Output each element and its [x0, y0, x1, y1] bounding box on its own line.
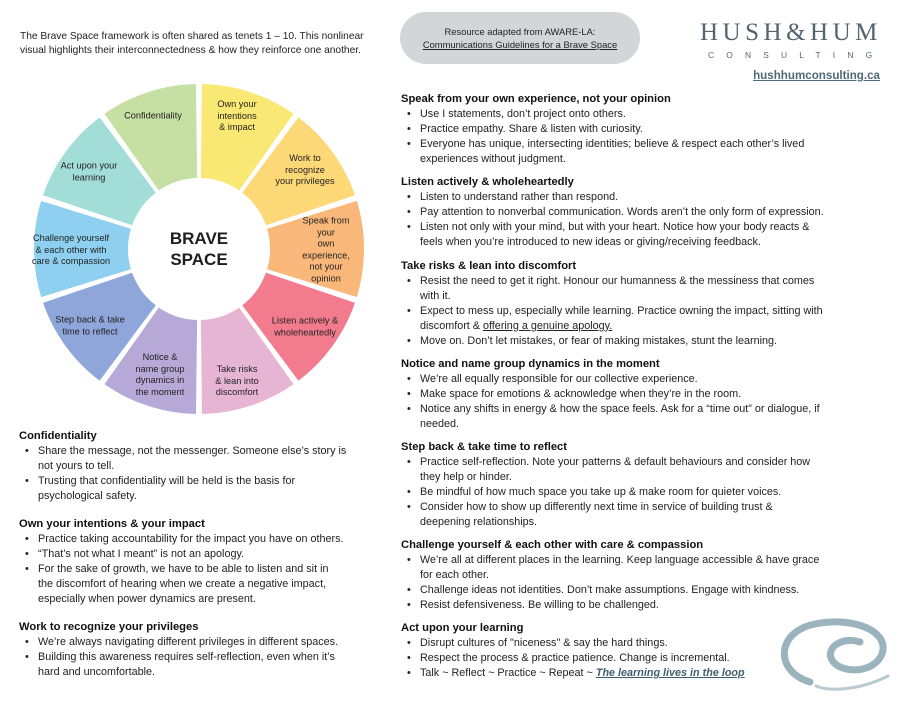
- intro-text: [20, 30, 380, 58]
- resource-pill: [400, 12, 640, 64]
- brand-logo: HUSH&HUM: [700, 19, 882, 46]
- brave-space-wheel: [0, 68, 390, 428]
- brand-subtitle: CONSULTING: [708, 50, 885, 60]
- list-item: • Everyone has unique, intersecting identities; believe & respect each other’s lived experiences without judgment.: [401, 137, 896, 167]
- section-title: Confidentiality: [19, 430, 97, 442]
- wheel-label-speak-from-experience: Speak from your own experience, not your opinion: [302, 215, 350, 283]
- list-item: • Talk ~ Reflect ~ Practice ~ Repeat ~ The learning lives in the loop: [401, 666, 896, 681]
- list-item: • Listen to understand rather than respond.: [401, 190, 896, 205]
- intro-line-2: visual highlights their interconnectedness & how they reinforce one another.: [20, 45, 361, 56]
- wheel-label-step-back: Step back & take time to reflect: [55, 314, 125, 336]
- section-recognize-privileges: [19, 620, 384, 680]
- section-own-intentions: [19, 517, 384, 607]
- list-item: • We’re always navigating different privileges in different spaces.: [19, 635, 384, 650]
- section-title: Challenge yourself & each other with care & compassion: [401, 539, 704, 551]
- wheel-label-challenge-yourself: Challenge yourself & each other with care & compassion: [31, 232, 111, 266]
- list-item: • Challenge ideas not identities. Don’t make assumptions. Engage with kindness.: [401, 583, 896, 598]
- list-item: • Listen not only with your mind, but with your heart. Notice how your body reacts & feels when you’re introduced to new ideas or giving/receiving feedback.: [401, 220, 896, 250]
- section-title: Take risks & lean into discomfort: [401, 260, 577, 272]
- list-item: • Be mindful of how much space you take up & make room for quieter voices.: [401, 485, 896, 500]
- section-title: Act upon your learning: [401, 622, 524, 634]
- list-item: • Practice empathy. Share & listen with curiosity.: [401, 122, 896, 137]
- intro-line-1: The Brave Space framework is often shared as tenets 1 – 10. This nonlinear: [20, 31, 364, 42]
- brand-block: [700, 20, 890, 82]
- list-item: • Share the message, not the messenger. Someone else’s story is not yours to tell.: [19, 444, 384, 474]
- list-item: • Use I statements, don’t project onto others.: [401, 107, 896, 122]
- list-item: • We’re all equally responsible for our collective experience.: [401, 372, 896, 387]
- section-title: Work to recognize your privileges: [19, 621, 199, 633]
- section-step-back: [401, 440, 896, 530]
- list-item: • Practice taking accountability for the impact you have on others.: [19, 532, 384, 547]
- wheel-label-act-upon-learning: Act upon your learning: [60, 160, 118, 182]
- list-item: • Consider how to show up differently next time in service of building trust & deepening relationships.: [401, 500, 896, 530]
- list-item: • Make space for emotions & acknowledge when they’re in the room.: [401, 387, 896, 402]
- list-item: • For the sake of growth, we have to be able to listen and sit in the discomfort of hearing when we create a negative impact, especially when power dynamics are present.: [19, 562, 384, 607]
- wheel-label-notice-group-dynamics: Notice & name group dynamics in the moment: [135, 352, 185, 397]
- list-item: • Respect the process & practice patience. Change is incremental.: [401, 651, 896, 666]
- wheel-label-take-risks: Take risks & lean into discomfort: [215, 363, 259, 397]
- list-item: • Expect to mess up, especially while learning. Practice owning the impact, sitting with discomfort & offering a genuine apology.: [401, 304, 896, 334]
- section-group-dynamics: [401, 357, 896, 432]
- list-item: • Practice self-reflection. Note your patterns & default behaviours and consider how they help or hinder.: [401, 455, 896, 485]
- section-title: Notice and name group dynamics in the moment: [401, 358, 660, 370]
- section-confidentiality: [19, 429, 384, 504]
- list-item: • Disrupt cultures of "niceness" & say the hard things.: [401, 636, 896, 651]
- list-item: • Pay attention to nonverbal communication. Words aren’t the only form of expression.: [401, 205, 896, 220]
- section-challenge-yourself: [401, 538, 896, 613]
- list-item: • Resist the need to get it right. Honour our humanness & the messiness that comes with it.: [401, 274, 896, 304]
- section-title: Step back & take time to reflect: [401, 441, 568, 453]
- section-title: Speak from your own experience, not your opinion: [401, 93, 671, 105]
- list-item: • Resist defensiveness. Be willing to be challenged.: [401, 598, 896, 613]
- resource-caption: Resource adapted from AWARE-LA:: [444, 26, 596, 37]
- list-item: • Trusting that confidentiality will be held is the basis for psychological safety.: [19, 474, 384, 504]
- wheel-center-title: BRAVE SPACE: [169, 229, 229, 269]
- list-item: • Notice any shifts in energy & how the space feels. Ask for a “time out” or dialogue, if needed.: [401, 402, 896, 432]
- brand-url-link[interactable]: hushhumconsulting.ca: [753, 69, 880, 82]
- section-speak-from-experience: [401, 92, 896, 167]
- learning-loop-link[interactable]: The learning lives in the loop: [595, 666, 745, 679]
- wheel-label-recognize-privileges: Work to recognize your privileges: [275, 152, 335, 186]
- wheel-label-own-intentions: Own your intentions & impact: [217, 98, 257, 132]
- list-item: • Building this awareness requires self-reflection, even when it’s hard and uncomfortable.: [19, 650, 384, 680]
- list-item: • Move on. Don’t let mistakes, or fear of making mistakes, stunt the learning.: [401, 334, 896, 349]
- list-item: • We’re all at different places in the learning. Keep language accessible & have grace for each other.: [401, 553, 896, 583]
- section-listen-actively: [401, 175, 896, 250]
- wheel-label-confidentiality: Confidentiality: [124, 110, 182, 121]
- apology-link[interactable]: offering a genuine apology.: [483, 319, 613, 332]
- swirl-decoration-icon: [770, 612, 900, 697]
- wheel-label-listen-actively: Listen actively & wholeheartedly: [271, 315, 339, 337]
- section-title: Own your intentions & your impact: [19, 518, 205, 530]
- section-title: Listen actively & wholeheartedly: [401, 176, 574, 188]
- list-item: • “That’s not what I meant” is not an apology.: [19, 547, 384, 562]
- section-take-risks: [401, 259, 896, 349]
- resource-link[interactable]: Communications Guidelines for a Brave Space: [422, 39, 618, 50]
